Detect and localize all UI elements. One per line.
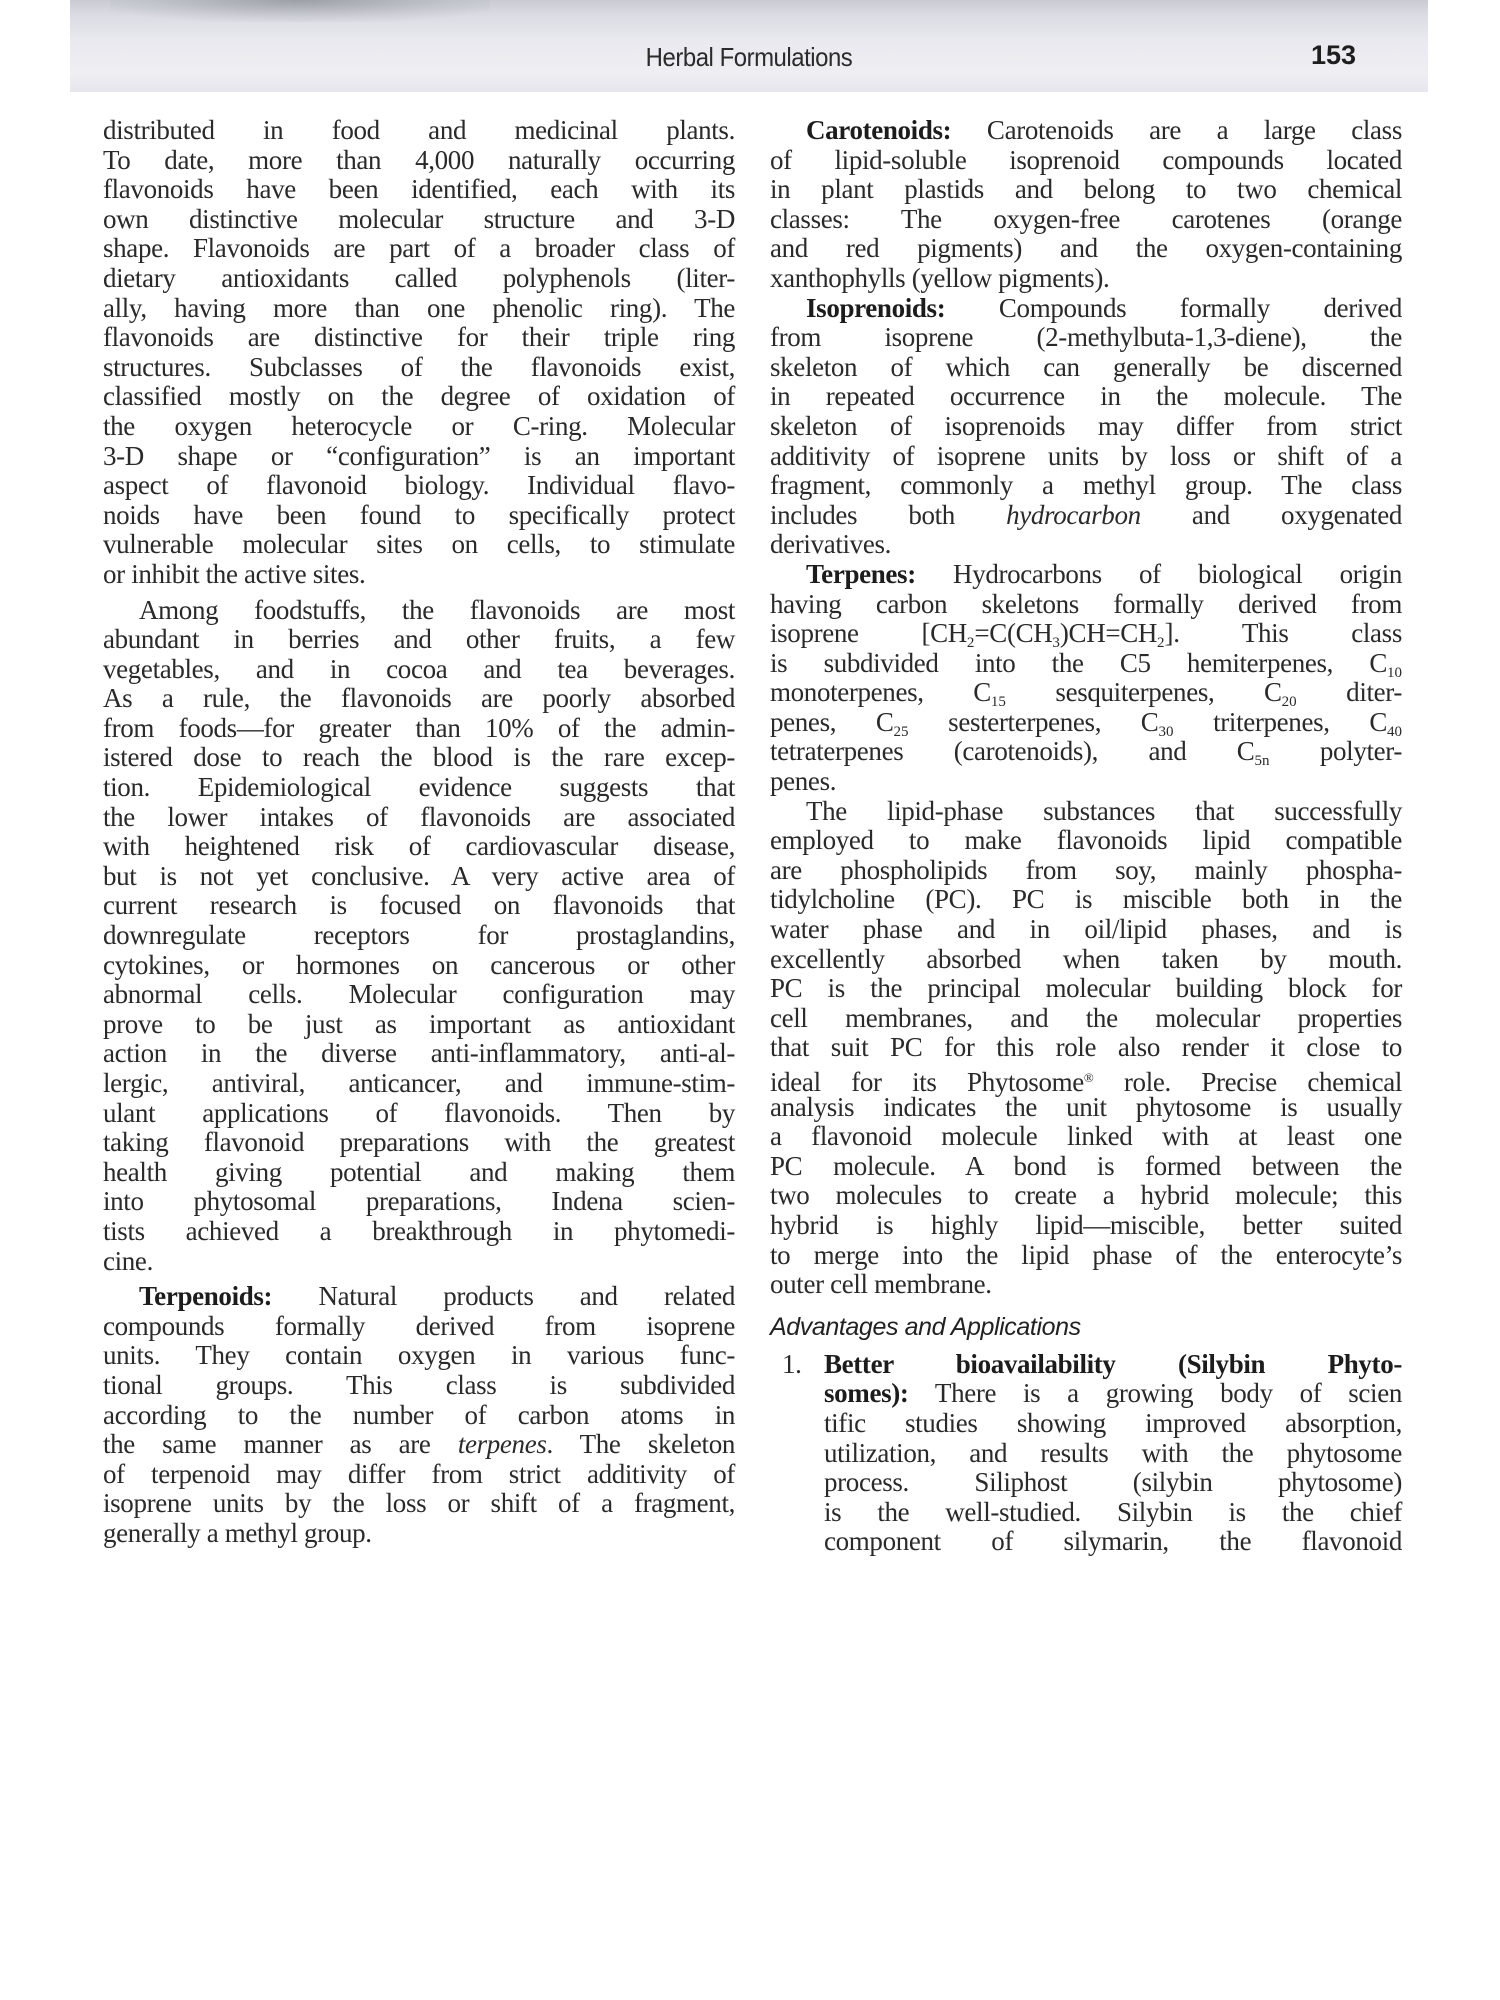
- text-line: of terpenoid may differ from strict additivity of: [103, 1458, 735, 1489]
- text-line: water phase and in oil/lipid phases, and is: [770, 914, 1402, 945]
- list-number: 1.: [782, 1348, 802, 1379]
- text-line: classified mostly on the degree of oxidation of: [103, 381, 735, 412]
- text-line: of lipid-soluble isoprenoid compounds located: [770, 144, 1402, 175]
- text-line: Among foodstuffs, the flavonoids are most: [139, 594, 735, 625]
- text-line: from foods—for greater than 10% of the admin-: [103, 712, 735, 743]
- text-line: component of silymarin, the flavonoid: [824, 1526, 1402, 1557]
- text-line: two molecules to create a hybrid molecule; this: [770, 1180, 1402, 1211]
- text-line: tional groups. This class is subdivided: [103, 1369, 735, 1400]
- text-line: according to the number of carbon atoms in: [103, 1399, 735, 1430]
- text-line: somes): There is a growing body of scien: [824, 1378, 1402, 1409]
- text-line: classes: The oxygen-free carotenes (orange: [770, 203, 1402, 234]
- text-line: prove to be just as important as antioxidant: [103, 1008, 735, 1039]
- text-line: flavonoids are distinctive for their triple ring: [103, 322, 735, 353]
- text-line: Terpenoids: Natural products and related: [139, 1281, 735, 1312]
- text-line: taking flavonoid preparations with the greatest: [103, 1127, 735, 1158]
- text-line: current research is focused on flavonoids that: [103, 890, 735, 921]
- text-line: [770, 1350, 1402, 1380]
- text-line: in repeated occurrence in the molecule. The: [770, 381, 1402, 412]
- text-line: ideal for its Phytosome® role. Precise chemical: [770, 1067, 1402, 1097]
- section-heading: Advantages and Applications: [770, 1312, 1081, 1341]
- page-number: 153: [1310, 40, 1356, 70]
- text-line: from isoprene (2-methylbuta-1,3-diene), the: [770, 322, 1402, 353]
- text-line: Carotenoids: Carotenoids are a large class: [806, 115, 1402, 145]
- text-line: analysis indicates the unit phytosome is usually: [770, 1091, 1402, 1122]
- paragraph-foodstuffs: [103, 596, 735, 1277]
- text-line: employed to make flavonoids lipid compatible: [770, 825, 1402, 856]
- text-line: into phytosomal preparations, Indena scien-: [103, 1186, 735, 1217]
- text-line: penes, $C_{25}$ sesterterpenes, $C_{30}$ triterpenes, $C_{40}$: [770, 706, 1402, 740]
- text-line: or inhibit the active sites.: [103, 558, 366, 589]
- text-line: shape. Flavonoids are part of a broader class of: [103, 233, 735, 264]
- text-line: skeleton of which can generally be discerned: [770, 351, 1402, 382]
- italic-term: hydrocarbon: [1006, 499, 1141, 530]
- text-line: the same manner as are terpenes. The skeleton: [103, 1429, 735, 1460]
- text-line: lergic, antiviral, anticancer, and immune-stim-: [103, 1068, 735, 1098]
- text-line: vegetables, and in cocoa and tea beverages.: [103, 653, 735, 684]
- text-line: cell membranes, and the molecular properties: [770, 1002, 1402, 1033]
- text-line: health giving potential and making them: [103, 1156, 735, 1187]
- text-line: abundant in berries and other fruits, a few: [103, 624, 735, 655]
- text-line: isoprene units by the loss or shift of a fragment,: [103, 1488, 735, 1519]
- text-line: ally, having more than one phenolic ring). The: [103, 292, 735, 323]
- text-line: additivity of isoprene units by loss or shift of a: [770, 440, 1402, 471]
- isoprene-formula-line: isoprene $[CH_2=C(CH_3)CH=CH_2]$. This class: [770, 618, 1402, 652]
- text-line: flavonoids have been identified, each with its: [103, 174, 735, 205]
- paragraph-terpenoids: [103, 1282, 735, 1548]
- text-line: xanthophylls (yellow pigments).: [770, 262, 1110, 293]
- paragraph-flavonoids-intro: [103, 116, 735, 590]
- text-line: downregulate receptors for prostaglandins,: [103, 920, 735, 951]
- text-line: 3-D shape or “configuration” is an important: [103, 440, 735, 471]
- text-line: utilization, and results with the phytosome: [824, 1437, 1402, 1468]
- text-line: dietary antioxidants called polyphenols (liter-: [103, 262, 735, 293]
- text-line: ulant applications of flavonoids. Then by: [103, 1097, 735, 1128]
- text-line: structures. Subclasses of the flavonoids exist,: [103, 351, 735, 382]
- right-column: [770, 116, 1402, 1557]
- text-line: process. Siliphost (silybin phytosome): [824, 1467, 1402, 1498]
- text-line: distributed in food and medicinal plants.: [103, 115, 735, 145]
- text-line: excellently absorbed when taken by mouth.: [770, 943, 1402, 974]
- text-line: The lipid-phase substances that successfully: [806, 795, 1402, 826]
- text-line: cytokines, or hormones on cancerous or other: [103, 949, 735, 980]
- text-line: Terpenes: Hydrocarbons of biological origin: [806, 558, 1402, 589]
- text-line: is the well-studied. Silybin is the chief: [824, 1496, 1402, 1527]
- text-line: the lower intakes of flavonoids are associated: [103, 801, 735, 832]
- text-line: Isoprenoids: Compounds formally derived: [806, 292, 1402, 323]
- registered-trademark-icon: ®: [1083, 1070, 1094, 1085]
- text-line: aspect of flavonoid biology. Individual flavo-: [103, 470, 735, 501]
- text-line: tetraterpenes (carotenoids), and $C_{5n}$ polyter-: [770, 736, 1403, 770]
- text-line: includes both hydrocarbon and oxygenated: [770, 499, 1402, 530]
- italic-term: terpenes: [457, 1429, 547, 1460]
- text-line: units. They contain oxygen in various func-: [103, 1340, 735, 1371]
- text-line: istered dose to reach the blood is the rare excep-: [103, 742, 735, 773]
- text-line: own distinctive molecular structure and 3-D: [103, 203, 735, 234]
- text-line: outer cell membrane.: [770, 1269, 992, 1300]
- paragraph-lipid-phase: [770, 797, 1402, 1300]
- running-header: [70, 0, 1428, 92]
- paragraph-terpenes: [770, 560, 1402, 797]
- text-line: vulnerable molecular sites on cells, to stimulate: [103, 529, 735, 560]
- text-line: skeleton of isoprenoids may differ from strict: [770, 410, 1402, 441]
- text-line: derivatives.: [770, 529, 892, 560]
- list-item: [770, 1350, 1402, 1557]
- text-line: that suit PC for this role also render it close to: [770, 1032, 1402, 1063]
- text-line: As a rule, the flavonoids are poorly absorbed: [103, 683, 735, 714]
- text-line: hybrid is highly lipid—miscible, better suited: [770, 1209, 1402, 1240]
- running-title: Herbal Formulations: [645, 42, 853, 72]
- paragraph-carotenoids: [770, 116, 1402, 294]
- text-line: monoterpenes, $C_{15}$ sesquiterpenes, $C_{20}$ diter-: [770, 677, 1402, 711]
- text-line: compounds formally derived from isoprene: [103, 1310, 735, 1341]
- text-line: cine.: [103, 1245, 153, 1276]
- text-line: is subdivided into the C5 hemiterpenes, $C_{10}$: [770, 647, 1402, 681]
- text-line: and red pigments) and the oxygen-containing: [770, 233, 1402, 264]
- term-carotenoids: Carotenoids:: [806, 115, 952, 145]
- text-line: penes.: [770, 766, 837, 797]
- text-line: abnormal cells. Molecular configuration may: [103, 979, 735, 1010]
- text-line: noids have been found to specifically protect: [103, 499, 735, 530]
- paragraph-isoprenoids: [770, 294, 1402, 560]
- text-line: but is not yet conclusive. A very active area of: [103, 860, 735, 891]
- term-terpenoids: Terpenoids:: [139, 1281, 273, 1312]
- text-line: tists achieved a breakthrough in phytomedi-: [103, 1215, 735, 1246]
- text-line: fragment, commonly a methyl group. The class: [770, 470, 1402, 501]
- left-column: [103, 116, 735, 1549]
- text-line: tion. Epidemiological evidence suggests that: [103, 772, 735, 803]
- text-line: tific studies showing improved absorption,: [824, 1407, 1402, 1438]
- text-line: with heightened risk of cardiovascular disease,: [103, 831, 735, 862]
- text-line: in plant plastids and belong to two chemical: [770, 174, 1402, 205]
- text-line: having carbon skeletons formally derived from: [770, 588, 1402, 619]
- list-item-title: Better bioavailability (Silybin Phyto-: [824, 1348, 1402, 1379]
- text-line: the oxygen heterocycle or C-ring. Molecular: [103, 410, 735, 441]
- text-line: action in the diverse anti-inflammatory, anti-al-: [103, 1038, 735, 1069]
- text-line: generally a methyl group.: [103, 1517, 372, 1548]
- term-isoprenoids: Isoprenoids:: [806, 292, 946, 323]
- text-line: tidylcholine (PC). PC is miscible both in the: [770, 884, 1402, 915]
- text-line: are phospholipids from soy, mainly phospha-: [770, 854, 1402, 885]
- text-line: a flavonoid molecule linked with at least one: [770, 1121, 1402, 1152]
- text-line: to merge into the lipid phase of the enterocyte’s: [770, 1239, 1402, 1270]
- text-line: To date, more than 4,000 naturally occurring: [103, 144, 735, 175]
- text-line: PC is the principal molecular building block for: [770, 973, 1402, 1004]
- text-line: PC molecule. A bond is formed between the: [770, 1150, 1402, 1181]
- term-terpenes: Terpenes:: [806, 558, 916, 589]
